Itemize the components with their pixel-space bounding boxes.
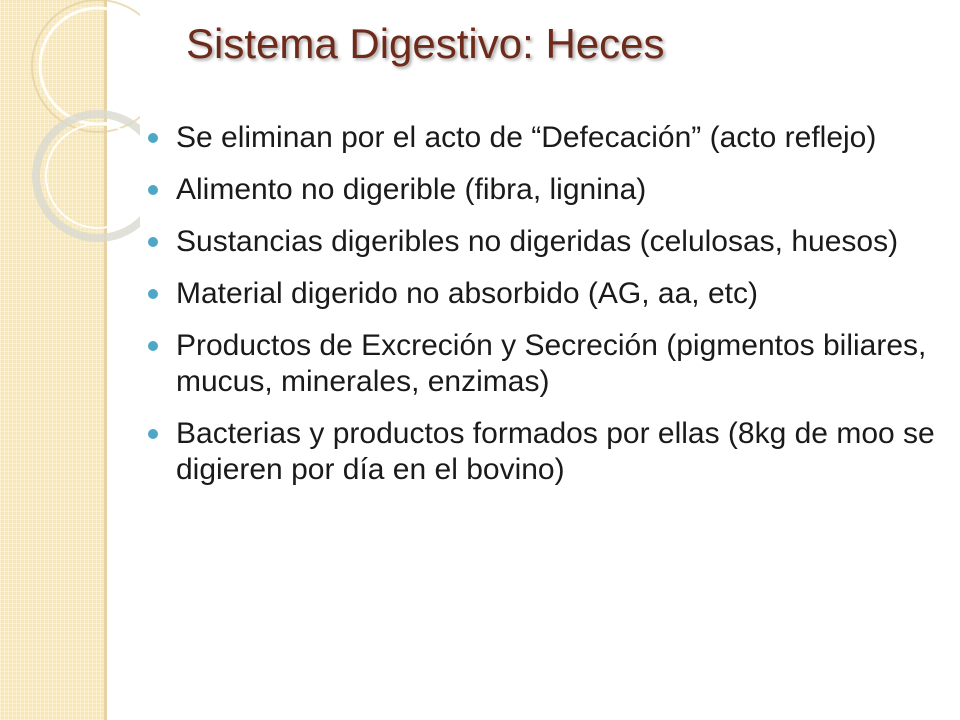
bullet-marker-icon	[148, 185, 158, 195]
bullet-item	[148, 172, 938, 208]
bullet-marker-icon	[148, 429, 158, 439]
bullet-text: Productos de Excreción y Secreción (pigmentos biliares, mucus, minerales, enzimas)	[176, 329, 927, 398]
bullet-item	[148, 224, 938, 260]
bullet-text: Bacterias y productos formados por ellas (8kg de moo se digieren por día en el bovino)	[176, 417, 935, 486]
deco-circle-large	[40, 8, 140, 124]
bullet-marker-icon	[148, 289, 158, 299]
deco-circle-ring	[36, 114, 140, 238]
bullet-item	[148, 276, 938, 312]
decorative-circles	[0, 0, 140, 260]
bullet-list	[148, 120, 938, 504]
bullet-text: Se eliminan por el acto de “Defecación” (acto reflejo)	[176, 121, 877, 154]
deco-circle-inner	[46, 124, 140, 228]
bullet-item	[148, 328, 938, 400]
bullet-text: Sustancias digeribles no digeridas (celulosas, huesos)	[176, 225, 899, 258]
bullet-item	[148, 120, 938, 156]
bullet-marker-icon	[148, 341, 158, 351]
bullet-item	[148, 416, 938, 488]
bullet-marker-icon	[148, 237, 158, 247]
bullet-text: Material digerido no absorbido (AG, aa, etc)	[176, 277, 758, 310]
bullet-marker-icon	[148, 133, 158, 143]
bullet-text: Alimento no digerible (fibra, lignina)	[176, 173, 647, 206]
slide-title: Sistema Digestivo: Heces	[186, 20, 665, 67]
